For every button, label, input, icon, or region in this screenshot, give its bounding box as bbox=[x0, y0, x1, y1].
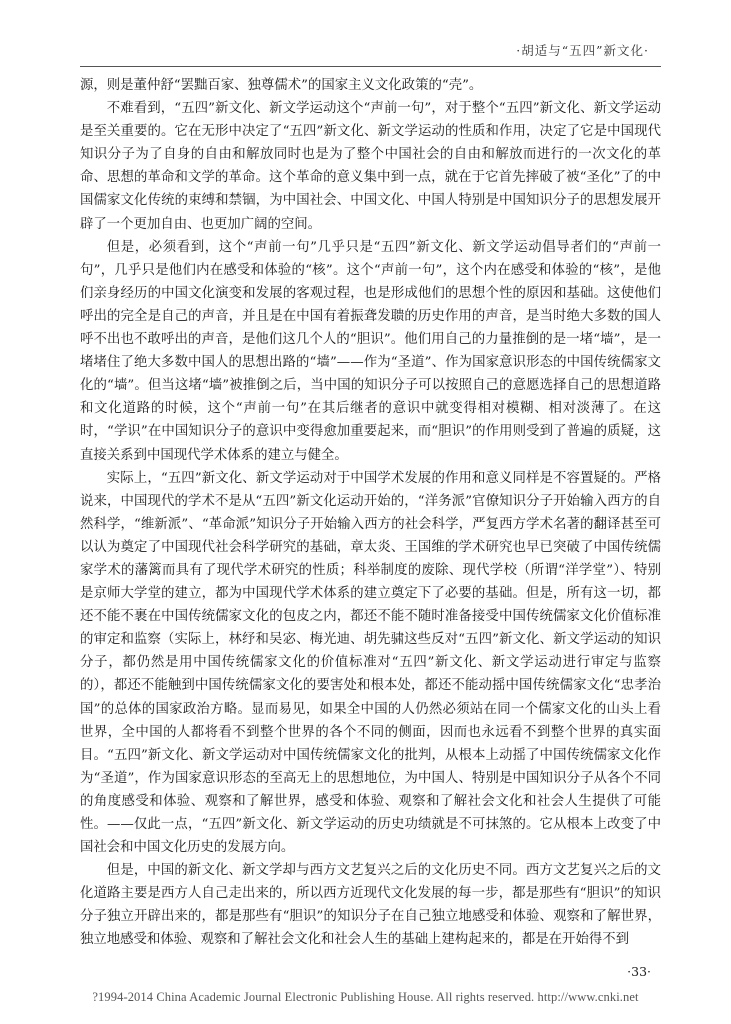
paragraph: 但是，中国的新文化、新文学却与西方文艺复兴之后的文化历史不同。西方文艺复兴之后的文化道路主要是西方人自己走出来的，所以西方近现代文化发展的每一步，都是那些有“胆识”的知识分子独立开辟出来的，都是那些有“胆识”的知识分子在自己独立地感受和体验、观察和了解世界，独立地感受和体验、观察和了解社会文化和社会人生的基础上建构起来的，都是在开始得不到 bbox=[80, 863, 661, 948]
paragraph: 实际上，“五四”新文化、新文学运动对于中国学术发展的作用和意义同样是不容置疑的。严格说来，中国现代的学术不是从“五四”新文化运动开始的，“洋务派”官僚知识分子开始输入西方的自然科学，“维新派”、“革命派”知识分子开始输入西方的社会科学，严复西方学术名著的翻译甚至可以认为奠定了中国现代社会科学研究的基础，章太炎、王国维的学术研究也早已突破了中国传统儒家学术的藩篱而具有了现代学术研究的性质；科举制度的废除、现代学校（所谓“洋学堂”）、特别是京师大学堂的建立，都为中国现代学术体系的建立奠定下了必要的基础。但是，所有这一切，都还不能不裹在中国传统儒家文化的包皮之内，都还不能不随时准备接受中国传统儒家文化价值标准的审定和监察（实际上，林纾和吴宓、梅光迪、胡先骕这些反对“五四”新文化、新文学运动的知识分子，都仍然是用中国传统儒家文化的价值标准对“五四”新文化、新文学运动进行审定与监察的），都还不能触到中国传统儒家文化的要害处和根本处，都还不能动摇中国传统儒家文化“忠孝治国”的总体的国家政治方略。显而易见，如果全中国的人仍然必须站在同一个儒家文化的山头上看世界，全中国的人都将看不到整个世界的各个不同的侧面，因而也永远看不到整个世界的真实面目。“五四”新文化、新文学运动对中国传统儒家文化的批判，从根本上动摇了中国传统儒家文化作为“圣道”，作为国家意识形态的至高无上的思想地位，为中国人、特别是中国知识分子从各个不同的角度感受和体验、观察和了解世界，感受和体验、观察和了解社会文化和社会人生提供了可能性。——仅此一点，“五四”新文化、新文学运动的历史功绩就是不可抹煞的。它从根本上改变了中国社会和中国文化历史的发展方向。 bbox=[80, 470, 661, 856]
running-header: ·胡适与“五四”新文化· bbox=[516, 43, 649, 58]
paragraph-continuation: 源，则是董仲舒“罢黜百家、独尊儒术”的国家主义文化政策的“壳”。 bbox=[80, 78, 483, 93]
body-text bbox=[80, 74, 661, 952]
paragraph: 但是，必须看到，这个“声前一句”几乎只是“五四”新文化、新文学运动倡导者们的“声前一句”，几乎只是他们内在感受和体验的“核”。这个“声前一句”，这个内在感受和体验的“核”，是他们亲身经历的中国文化演变和发展的客观过程，也是形成他们的思想个性的原因和基础。这使他们呼出的完全是自己的声音，并且是在中国有着振聋发聩的历史作用的声音，是当时绝大多数的国人呼不出也不敢呼出的声音，是他们这几个人的“胆识”。他们用自己的力量推倒的是一堵“墙”，是一堵堵住了绝大多数中国人的思想出路的“墙”——作为“圣道”、作为国家意识形态的中国传统儒家文化的“墙”。但当这堵“墙”被推倒之后，当中国的知识分子可以按照自己的意愿选择自己的思想道路和文化道路的时候，这个“声前一句”在其后继者的意识中就变得相对模糊、相对淡薄了。在这时，“学识”在中国知识分子的意识中变得愈加重要起来，而“胆识”的作用则受到了普遍的质疑，这直接关系到中国现代学术体系的建立与健全。 bbox=[80, 239, 661, 463]
page-number: ·33· bbox=[627, 964, 651, 979]
copyright-footer: ?1994-2014 China Academic Journal Electronic Publishing House. All rights reserved. http://www.cnki.net bbox=[92, 990, 639, 1004]
paragraph: 不难看到，“五四”新文化、新文学运动这个“声前一句”，对于整个“五四”新文化、新文学运动是至关重要的。它在无形中决定了“五四”新文化、新文学运动的性质和作用，决定了它是中国现代知识分子为了自身的自由和解放同时也是为了整个中国社会的自由和解放而进行的一次文化的革命、思想的革命和文学的革命。这个革命的意义集中到一点，就在于它首先摔破了被“圣化”了的中国儒家文化传统的束缚和禁锢，为中国社会、中国文化、中国人特别是中国知识分子的思想发展开辟了一个更加自由、也更加广阔的空间。 bbox=[80, 101, 661, 232]
header-divider bbox=[80, 66, 661, 67]
